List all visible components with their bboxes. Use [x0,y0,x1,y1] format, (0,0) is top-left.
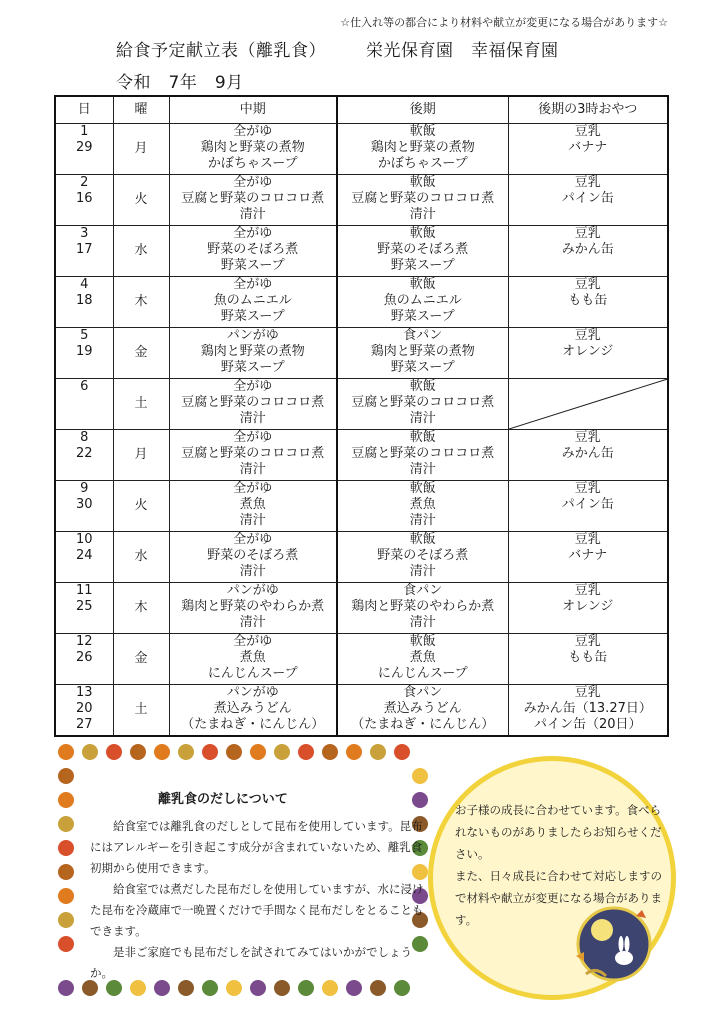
weekday-cell: 火 [113,175,169,226]
mid-menu-cell-line: 豆腐と野菜のコロコロ煮 [181,395,325,410]
diagonal-line [509,379,668,429]
late-menu-cell-line: 豆腐と野菜のコロコロ煮 [351,446,495,461]
late-menu-cell [337,277,508,328]
late-menu-cell-line: 食パン [403,685,443,700]
day-cell-line: 9 [80,481,89,496]
mid-menu-cell-line: 鶏肉と野菜の煮物 [200,344,305,359]
mid-menu-cell [169,685,337,737]
day-cell-line: 13 [75,685,93,700]
day-cell-line: 1 [80,124,89,139]
mid-menu-cell-line: 野菜スープ [220,258,285,273]
snack-cell-line: 豆乳 [574,430,601,445]
fruit-icon [58,980,74,996]
late-menu-cell-line: 煮魚 [409,497,436,512]
snack-cell [508,277,668,328]
mid-menu-cell-line: 清汁 [239,207,266,222]
late-menu-cell-line: 鶏肉と野菜の煮物 [370,140,475,155]
fruit-icon [58,912,74,928]
snack-cell-line: 豆乳 [574,226,601,241]
mid-menu-cell-line: 煮魚 [239,650,266,665]
day-cell-line: 11 [75,583,93,598]
table-row [55,532,668,583]
fruit-icon [58,768,74,784]
table-row [55,430,668,481]
weekday-cell: 金 [113,328,169,379]
table-row [55,175,668,226]
day-cell-line: 6 [80,379,89,394]
nursery-names: 栄光保育園 幸福保育園 [366,41,559,61]
mid-menu-cell-line: （たまねぎ・にんじん） [181,717,325,732]
snack-cell [508,532,668,583]
fruit-icon [394,744,410,760]
weekday-cell: 金 [113,634,169,685]
mid-menu-cell [169,124,337,175]
fruit-icon [322,744,338,760]
header-weekday: 曜 [113,96,169,124]
late-menu-cell-line: 軟飯 [409,226,436,241]
dashi-heading: 離乳食のだしについて [158,792,288,807]
fruit-icon [226,744,242,760]
day-cell [55,430,113,481]
day-cell-line: 27 [75,717,93,732]
fruit-icon [346,744,362,760]
fruit-icon [58,792,74,808]
mid-menu-cell-line: 清汁 [239,411,266,426]
day-cell-line: 5 [80,328,89,343]
snack-cell-line: 豆乳 [574,328,601,343]
late-menu-cell-line: 清汁 [409,207,436,222]
moon-rabbit-illustration [566,896,666,996]
mid-menu-cell-line: 野菜スープ [220,309,285,324]
mid-menu-cell [169,175,337,226]
late-menu-cell-line: 食パン [403,583,443,598]
fruit-icon [370,744,386,760]
late-menu-cell-line: 清汁 [409,564,436,579]
snack-cell-line: バナナ [568,140,608,155]
late-menu-cell-line: 軟飯 [409,124,436,139]
dashi-body [90,816,426,984]
late-menu-cell-line: 煮魚 [409,650,436,665]
late-menu-cell-line: 軟飯 [409,277,436,292]
mid-menu-cell-line: 全がゆ [233,532,273,547]
late-menu-cell [337,175,508,226]
table-row [55,685,668,737]
weekday-cell: 土 [113,685,169,737]
snack-cell [508,481,668,532]
late-menu-cell-line: 軟飯 [409,430,436,445]
mid-menu-cell-line: 清汁 [239,615,266,630]
late-menu-cell-line: 野菜スープ [390,258,455,273]
dashi-paragraph: 給食室では煮だした昆布だしを使用していますが、水に浸けた昆布を冷蔵庫で一晩置くだけで手間なく昆布だしをとることもできます。 [90,882,424,938]
snack-cell-line: オレンジ [562,344,614,359]
fruit-icon [58,816,74,832]
day-cell [55,277,113,328]
snack-cell-line: パイン缶 [561,497,614,512]
day-cell-line: 16 [75,191,93,206]
day-cell-line: 20 [75,701,93,716]
late-menu-cell [337,583,508,634]
late-menu-cell-line: かぼちゃスープ [377,156,468,171]
late-menu-cell-line: 野菜スープ [390,360,455,375]
mid-menu-cell-line: 魚のムニエル [213,293,292,308]
snack-cell-line: みかん缶 [561,242,614,257]
fruit-icon [154,744,170,760]
snack-cell-line: もも缶 [568,293,608,308]
day-cell-line: 10 [75,532,93,547]
mid-menu-cell-line: 野菜のそぼろ煮 [207,548,299,563]
mid-menu-cell-line: 全がゆ [233,430,273,445]
snack-cell [508,226,668,277]
late-menu-cell-line: 鶏肉と野菜のやわらか煮 [351,599,495,614]
day-cell-line: 29 [75,140,93,155]
fruit-icon [58,864,74,880]
late-menu-cell-line: 魚のムニエル [383,293,462,308]
snack-cell [508,685,668,737]
table-row [55,583,668,634]
menu-table [54,95,669,737]
day-cell-line: 26 [75,650,93,665]
snack-cell-line: 豆乳 [574,685,601,700]
weekday-cell: 水 [113,532,169,583]
late-menu-cell-line: 軟飯 [409,175,436,190]
mid-menu-cell [169,532,337,583]
mid-menu-cell [169,277,337,328]
menu-title: 給食予定献立表（離乳食） [116,41,326,61]
snack-cell [508,175,668,226]
dashi-paragraph: 給食室では離乳食のだしとして昆布を使用しています。昆布にはアレルギーを引き起こす成分が含まれていないため、離乳食初期から使用できます。 [90,819,423,875]
mid-menu-cell [169,226,337,277]
mid-menu-cell-line: 煮込みうどん [213,701,292,716]
table-row [55,226,668,277]
table-row [55,124,668,175]
mid-menu-cell-line: 鶏肉と野菜のやわらか煮 [181,599,325,614]
fruit-icon [58,936,74,952]
day-cell [55,634,113,685]
day-cell [55,175,113,226]
day-cell-line: 2 [80,175,89,190]
late-menu-cell-line: 豆腐と野菜のコロコロ煮 [351,395,495,410]
snack-cell-line: みかん缶 [561,446,614,461]
mid-menu-cell-line: 豆腐と野菜のコロコロ煮 [181,191,325,206]
mid-menu-cell-line: 清汁 [239,513,266,528]
snack-cell-line: もも缶 [568,650,608,665]
fruit-icon [58,744,74,760]
fruit-icon [58,888,74,904]
late-menu-cell-line: 清汁 [409,615,436,630]
snack-cell [508,124,668,175]
late-menu-cell [337,430,508,481]
late-menu-cell [337,532,508,583]
day-cell [55,481,113,532]
fruit-icon [58,840,74,856]
late-menu-cell-line: にんじんスープ [377,666,468,681]
message-line: また、日々成長に合わせて対応しますので材料や献立が変更になる場合があります。 [455,869,662,927]
fruit-icon [130,744,146,760]
snack-cell-line: パイン缶（20日） [533,717,642,732]
fruit-icon [274,744,290,760]
weekday-cell: 水 [113,226,169,277]
mid-menu-cell-line: 清汁 [239,462,266,477]
late-menu-cell-line: 清汁 [409,462,436,477]
late-menu-cell [337,226,508,277]
day-cell [55,124,113,175]
fruit-icon [250,744,266,760]
snack-cell-line: 豆乳 [574,532,601,547]
mid-menu-cell-line: 全がゆ [233,277,273,292]
weekday-cell: 木 [113,277,169,328]
mid-menu-cell-line: 煮魚 [239,497,266,512]
snack-cell-line: 豆乳 [574,175,601,190]
snack-cell-line: 豆乳 [574,634,601,649]
header-snack: 後期の3時おやつ [508,96,668,124]
mid-menu-cell-line: 全がゆ [233,226,273,241]
late-menu-cell-line: 軟飯 [409,379,436,394]
day-cell-line: 8 [80,430,89,445]
table-row [55,277,668,328]
mid-menu-cell-line: 鶏肉と野菜の煮物 [200,140,305,155]
day-cell-line: 19 [75,344,93,359]
day-cell-line: 3 [80,226,89,241]
page-title [116,36,559,61]
mid-menu-cell-line: パンがゆ [226,328,279,343]
snack-cell-line: 豆乳 [574,124,601,139]
header-late: 後期 [337,96,508,124]
late-menu-cell-line: 軟飯 [409,634,436,649]
snack-cell-line: オレンジ [562,599,614,614]
date-label: 令和 7年 9月 [116,73,244,93]
day-cell-line: 18 [75,293,93,308]
late-menu-cell-line: 清汁 [409,411,436,426]
late-menu-cell-line: 食パン [403,328,443,343]
day-cell [55,226,113,277]
late-menu-cell-line: 野菜のそぼろ煮 [377,242,469,257]
late-menu-cell [337,685,508,737]
late-menu-cell-line: 野菜スープ [390,309,455,324]
late-menu-cell-line: 豆腐と野菜のコロコロ煮 [351,191,495,206]
mid-menu-cell-line: にんじんスープ [207,666,298,681]
late-menu-cell-line: 煮込みうどん [383,701,462,716]
day-cell [55,532,113,583]
table-row [55,328,668,379]
mid-menu-cell-line: 野菜のそぼろ煮 [207,242,299,257]
fruit-icon [106,744,122,760]
day-cell-line: 17 [75,242,93,257]
weekday-cell: 土 [113,379,169,430]
table-row [55,379,668,430]
snack-cell [508,634,668,685]
late-menu-cell [337,379,508,430]
day-cell [55,379,113,430]
day-cell [55,328,113,379]
mid-menu-cell [169,634,337,685]
day-cell-line: 25 [75,599,93,614]
mid-menu-cell-line: かぼちゃスープ [207,156,298,171]
snack-cell-line: 豆乳 [574,277,601,292]
header-mid: 中期 [169,96,337,124]
message-line: お子様の成長に合わせています。食べられないものがありましたらお知らせください。 [455,803,662,861]
day-cell-line: 24 [75,548,93,563]
mid-menu-cell [169,430,337,481]
snack-cell [508,430,668,481]
day-cell-line: 4 [80,277,89,292]
weekday-cell: 月 [113,124,169,175]
snack-cell-line: みかん缶（13.27日） [523,701,652,716]
mid-menu-cell [169,328,337,379]
late-menu-cell-line: 清汁 [409,513,436,528]
day-cell-line: 12 [75,634,93,649]
table-row [55,481,668,532]
late-menu-cell-line: 野菜のそぼろ煮 [377,548,469,563]
late-menu-cell [337,481,508,532]
dashi-content [80,764,424,980]
fruit-icon [412,768,428,784]
day-cell [55,685,113,737]
mid-menu-cell-line: 全がゆ [233,379,273,394]
late-menu-cell-line: 軟飯 [409,481,436,496]
weekday-cell: 木 [113,583,169,634]
table-header-row [55,96,668,124]
snack-cell-line: バナナ [568,548,608,563]
snack-cell-line: 豆乳 [574,583,601,598]
late-menu-cell-line: 鶏肉と野菜の煮物 [370,344,475,359]
mid-menu-cell-line: 豆腐と野菜のコロコロ煮 [181,446,325,461]
snack-cell [508,583,668,634]
dashi-paragraph: 是非ご家庭でも昆布だしを試されてみてはいかがでしょうか。 [90,945,412,980]
mid-menu-cell-line: 全がゆ [233,175,273,190]
notice-text: ☆仕入れ等の都合により材料や献立が変更になる場合があります☆ [340,16,668,29]
mid-menu-cell-line: パンがゆ [226,685,279,700]
snack-cell [508,328,668,379]
late-menu-cell [337,124,508,175]
mid-menu-cell-line: 全がゆ [233,481,273,496]
mid-menu-cell-line: パンがゆ [226,583,279,598]
fruit-icon [202,744,218,760]
late-menu-cell [337,328,508,379]
mid-menu-cell-line: 野菜スープ [220,360,285,375]
fruit-icon [412,792,428,808]
late-menu-cell-line: 軟飯 [409,532,436,547]
table-row [55,634,668,685]
late-menu-cell [337,634,508,685]
mid-menu-cell-line: 全がゆ [233,634,273,649]
snack-cell-line: パイン缶 [561,191,614,206]
fruit-icon [82,744,98,760]
header-day: 日 [55,96,113,124]
mid-menu-cell-line: 清汁 [239,564,266,579]
day-cell-line: 22 [75,446,93,461]
day-cell-line: 30 [75,497,93,512]
fruit-icon [178,744,194,760]
dashi-panel [54,742,432,1000]
weekday-cell: 火 [113,481,169,532]
late-menu-cell-line: （たまねぎ・にんじん） [351,717,495,732]
day-cell [55,583,113,634]
fruit-icon [298,744,314,760]
mid-menu-cell [169,481,337,532]
snack-cell-line: 豆乳 [574,481,601,496]
mid-menu-cell [169,379,337,430]
weekday-cell: 月 [113,430,169,481]
mid-menu-cell-line: 全がゆ [233,124,273,139]
no-snack-cell [508,379,668,430]
mid-menu-cell [169,583,337,634]
